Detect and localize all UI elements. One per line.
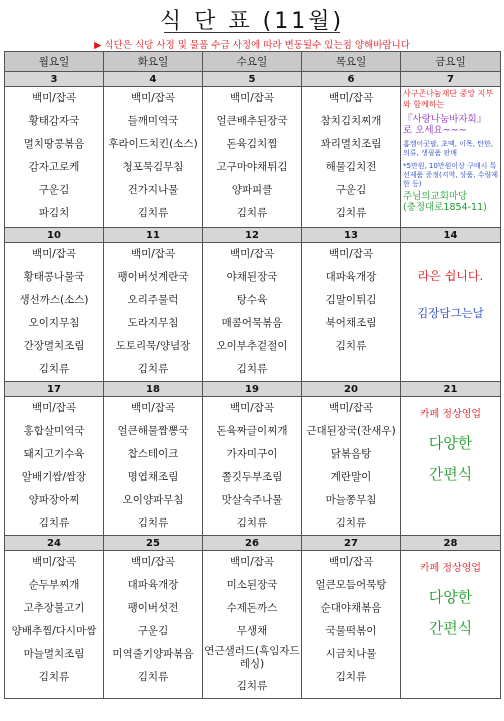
menu-item: 미역줄기양파볶음 (112, 648, 194, 660)
title-underline (164, 32, 340, 33)
menu-item: 야채된장국 (226, 271, 278, 283)
menu-item: 백미/잡곡 (31, 92, 77, 104)
date-cell: 17 (5, 382, 104, 397)
menu-item: 수제돈까스 (226, 602, 278, 614)
menu-item: 김치류 (236, 517, 268, 529)
menu-item: 김치류 (137, 207, 169, 219)
menu-cell-thu (302, 551, 401, 699)
menu-item: 백미/잡곡 (31, 248, 77, 260)
menu-cell-wed (203, 397, 302, 536)
bazaar-items: 홈캠이곳팔, 초맥, 이목, 탄한, 의류, 생필품 판매 (403, 140, 493, 157)
menu-item: 북어채조림 (325, 317, 377, 329)
menu-item: 알배기쌈/쌈장 (21, 471, 87, 483)
menu-item: 국물떡볶이 (325, 625, 377, 637)
menu-item: 돼지고기수육 (23, 448, 85, 460)
menu-row (5, 243, 501, 382)
closed-notice: 라은 쉽니다. (417, 269, 484, 283)
menu-item: 김치류 (236, 680, 268, 692)
menu-table (4, 51, 501, 699)
menu-item: 계란말이 (330, 471, 372, 483)
variety-text: 다양한 (428, 434, 473, 452)
menu-item: 백미/잡곡 (328, 248, 374, 260)
menu-item: 백미/잡곡 (130, 556, 176, 568)
menu-item: 고구마야채튀김 (216, 161, 288, 173)
menu-item: 참치김치찌개 (320, 115, 382, 127)
menu-item: 백미/잡곡 (130, 92, 176, 104)
menu-item: 대파육개장 (127, 579, 179, 591)
menu-item: 탕수육 (236, 294, 268, 306)
menu-item: 얼큰해물짬뽕국 (117, 425, 189, 437)
menu-item: 명엽채조림 (127, 471, 179, 483)
menu-item: 김치류 (335, 340, 367, 352)
menu-cell-tue (104, 551, 203, 699)
bazaar-invite: 로 오세요~~~ (403, 125, 467, 136)
menu-item: 구운김 (137, 625, 169, 637)
menu-item: 대파육개장 (325, 271, 377, 283)
notice-text: ▶ 식단은 식당 사정 및 물품 수급 사정에 따라 변동될수 있는점 양해바랍니다 (94, 40, 410, 51)
menu-item: 김치류 (137, 517, 169, 529)
menu-item: 김치류 (335, 671, 367, 683)
day-header-row (5, 52, 501, 72)
menu-item: 멸치땅콩볶음 (23, 138, 85, 150)
convenience-food-text: 간편식 (428, 465, 473, 483)
date-cell: 7 (401, 72, 501, 87)
bazaar-location: 주님의교회마당 (403, 191, 468, 202)
bazaar-title: 『사랑나눔바자회』 (403, 114, 487, 125)
date-cell: 18 (104, 382, 203, 397)
menu-item: 구운김 (335, 184, 367, 196)
date-row (5, 536, 501, 551)
menu-item: 고추장불고기 (23, 602, 85, 614)
menu-item: 미소된장국 (226, 579, 278, 591)
date-cell: 27 (302, 536, 401, 551)
menu-cell-tue (104, 397, 203, 536)
date-cell: 24 (5, 536, 104, 551)
menu-item: 마늘쫑무침 (325, 494, 377, 506)
menu-item: 후라이드치킨(소스) (108, 138, 198, 150)
menu-row (5, 551, 501, 699)
date-cell: 14 (401, 228, 501, 243)
menu-item: 들깨미역국 (127, 115, 179, 127)
menu-item: 김말이튀김 (325, 294, 377, 306)
menu-item: 매콤어묵볶음 (221, 317, 283, 329)
menu-item: 양파피클 (231, 184, 273, 196)
menu-item: 김치류 (38, 517, 70, 529)
menu-cell-mon (5, 551, 104, 699)
menu-item: 무생채 (236, 625, 268, 637)
date-cell: 28 (401, 536, 501, 551)
menu-item: 양파장아찌 (28, 494, 80, 506)
menu-item: 마늘멸치조림 (23, 648, 85, 660)
menu-item: 홍합살미역국 (23, 425, 85, 437)
menu-item: 도라지무침 (127, 317, 179, 329)
date-cell: 4 (104, 72, 203, 87)
menu-item: 파김치 (38, 207, 70, 219)
menu-item: 해물김치전 (325, 161, 377, 173)
menu-item: 시금치나물 (325, 648, 377, 660)
menu-item: 맛살숙주나물 (221, 494, 283, 506)
menu-item: 간장멸치조림 (23, 340, 85, 352)
menu-item: 김치류 (335, 517, 367, 529)
menu-item: 얼큰모듬어묵탕 (315, 579, 387, 591)
date-cell: 10 (5, 228, 104, 243)
date-cell: 3 (5, 72, 104, 87)
date-cell: 5 (203, 72, 302, 87)
menu-item: 얼큰배추된장국 (216, 115, 288, 127)
variety-text: 다양한 (428, 588, 473, 606)
menu-item: 순두부찌개 (28, 579, 80, 591)
menu-item: 돈육짜글이찌개 (216, 425, 288, 437)
date-cell: 25 (104, 536, 203, 551)
bazaar-address: (충정대로1854-11) (403, 202, 487, 213)
menu-item: 백미/잡곡 (229, 556, 275, 568)
date-cell: 21 (401, 382, 501, 397)
menu-item: 김치류 (38, 363, 70, 375)
day-header-thu: 목요일 (302, 52, 401, 72)
menu-item: 구운김 (38, 184, 70, 196)
date-cell: 20 (302, 382, 401, 397)
date-cell: 12 (203, 228, 302, 243)
menu-item: 백미/잡곡 (328, 92, 374, 104)
menu-item: 근대된장국(잔새우) (306, 425, 396, 437)
menu-item: 백미/잡곡 (229, 92, 275, 104)
menu-cell-tue (104, 243, 203, 382)
menu-item: 팽이버섯계란국 (117, 271, 189, 283)
menu-item: 쫄깃두부조림 (221, 471, 283, 483)
menu-cell-wed (203, 243, 302, 382)
menu-item: 백미/잡곡 (130, 248, 176, 260)
menu-item: 오이지무침 (28, 317, 80, 329)
date-cell: 26 (203, 536, 302, 551)
menu-item: 팽이버섯전 (127, 602, 179, 614)
menu-item: 찹스테이크 (127, 448, 179, 460)
day-header-tue: 화요일 (104, 52, 203, 72)
page-title: 식 단 표 (11월) (159, 9, 345, 34)
day-header-fri: 금요일 (401, 52, 501, 72)
date-cell: 6 (302, 72, 401, 87)
menu-item: 김치류 (236, 363, 268, 375)
menu-item: 김치류 (137, 671, 169, 683)
menu-item: 김치류 (335, 207, 367, 219)
menu-cell-thu (302, 87, 401, 228)
menu-item: 오이양파무침 (122, 494, 184, 506)
menu-cell-wed (203, 87, 302, 228)
cafe-open-notice: 카페 정상영업 (419, 563, 482, 574)
kimchi-day-notice: 김장담그는날 (417, 306, 484, 320)
menu-item: 황태콩나물국 (23, 271, 85, 283)
menu-item: 백미/잡곡 (229, 248, 275, 260)
menu-item: 도토리묵/양념장 (115, 340, 191, 352)
menu-cell-mon (5, 87, 104, 228)
bazaar-host-text: 사구존나눔재단 중앙 지부와 함께하는 (403, 89, 494, 109)
menu-item: 순대야채볶음 (320, 602, 382, 614)
menu-item: 백미/잡곡 (130, 402, 176, 414)
menu-item: 건가지나물 (127, 184, 179, 196)
menu-cell-thu (302, 397, 401, 536)
menu-item: 감자고로케 (28, 161, 80, 173)
menu-item: 오이부추겉절이 (216, 340, 288, 352)
date-row (5, 72, 501, 87)
menu-item: 김치류 (236, 207, 268, 219)
menu-cell-tue (104, 87, 203, 228)
date-cell: 19 (203, 382, 302, 397)
menu-item: 오리주물럭 (127, 294, 179, 306)
convenience-food-text: 간편식 (428, 619, 473, 637)
menu-cell-thu (302, 243, 401, 382)
menu-cell-fri (401, 243, 501, 382)
menu-item: 꽈리멸치조림 (320, 138, 382, 150)
menu-row (5, 397, 501, 536)
date-row (5, 382, 501, 397)
menu-item: 황태감자국 (28, 115, 80, 127)
bazaar-gift: *5만원, 10만원이상 구매시 특선제품 증정(지역, 상품, 수량제한 등) (403, 162, 499, 188)
menu-item: 김치류 (38, 671, 70, 683)
menu-item: 가자미구이 (226, 448, 278, 460)
menu-item: 양배추찜/다시마쌈 (11, 625, 97, 637)
menu-cell-mon (5, 397, 104, 536)
menu-row (5, 87, 501, 228)
cafe-open-notice: 카페 정상영업 (419, 409, 482, 420)
menu-item: 백미/잡곡 (229, 402, 275, 414)
friday-notice-cell (401, 87, 501, 228)
menu-item: 청포묵김무침 (122, 161, 184, 173)
menu-item: 돈육김치찜 (226, 138, 278, 150)
menu-item: 닭볶음탕 (330, 448, 372, 460)
menu-item: 백미/잡곡 (31, 556, 77, 568)
menu-item: 백미/잡곡 (328, 556, 374, 568)
menu-item: 김치류 (137, 363, 169, 375)
date-cell: 13 (302, 228, 401, 243)
date-row (5, 228, 501, 243)
menu-cell-wed (203, 551, 302, 699)
menu-item: 백미/잡곡 (31, 402, 77, 414)
day-header-mon: 월요일 (5, 52, 104, 72)
menu-item: 연근샐러드(흑임자드레싱) (204, 645, 300, 670)
menu-cell-fri (401, 551, 501, 699)
menu-cell-fri (401, 397, 501, 536)
menu-item: 백미/잡곡 (328, 402, 374, 414)
date-cell: 11 (104, 228, 203, 243)
menu-cell-mon (5, 243, 104, 382)
menu-item: 생선까스(소스) (19, 294, 89, 306)
day-header-wed: 수요일 (203, 52, 302, 72)
